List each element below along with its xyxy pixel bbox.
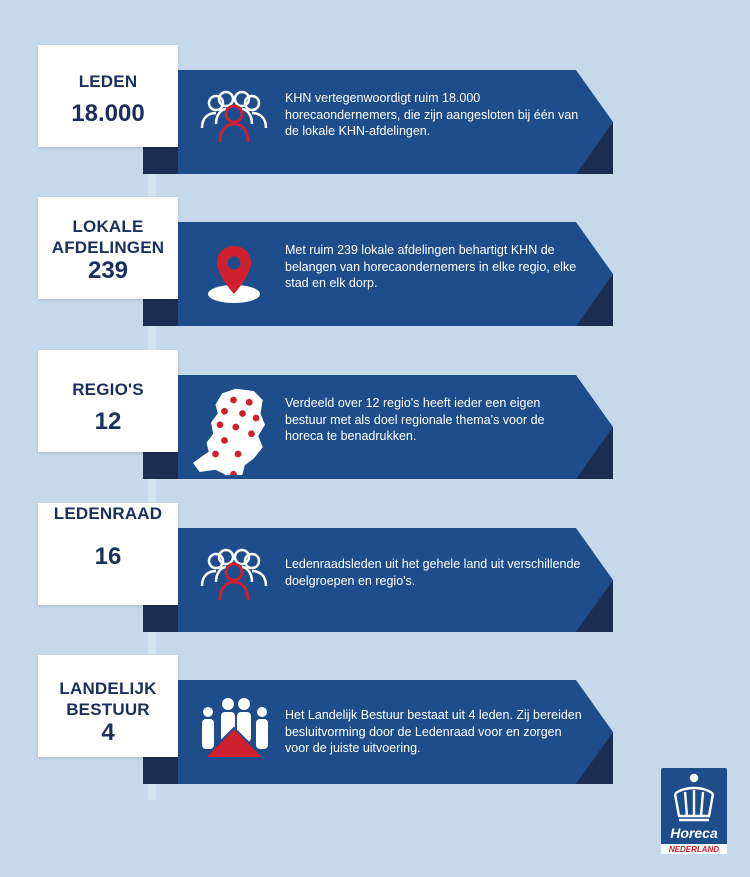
stat-label: LANDELIJK BESTUUR (59, 679, 157, 719)
stat-landelijk-bestuur (0, 680, 750, 810)
stat-value: 239 (87, 257, 129, 284)
stat-label: REGIO'S (72, 380, 144, 399)
location-pin-icon (194, 236, 274, 312)
stat-label: LEDEN (78, 72, 138, 91)
info-banner (178, 70, 613, 174)
info-banner (178, 528, 613, 632)
stat-ledenraad (0, 504, 750, 658)
info-banner (178, 375, 613, 479)
board-members-icon (194, 694, 274, 770)
stat-label: LEDENRAAD (53, 504, 163, 523)
stat-card (38, 350, 178, 452)
people-group-icon (194, 542, 274, 618)
description-text: KHN vertegenwoordigt ruim 18.000 horecaondernemers, die zijn aangesloten bij één van de lokale KHN-afdelingen. (285, 91, 579, 138)
people-group-icon (194, 84, 274, 160)
stat-value: 12 (94, 408, 122, 435)
info-banner (178, 222, 613, 326)
stat-lokale-afdelingen (0, 217, 750, 352)
stat-value: 18.000 (71, 100, 145, 127)
stat-card (38, 197, 178, 299)
description-text: Verdeeld over 12 regio's heeft ieder een eigen bestuur met als doel regionale thema's voor de horeca te benadrukken. (285, 396, 545, 443)
description-text: Het Landelijk Bestuur bestaat uit 4 leden. Zij bereiden besluitvorming door de Ledenraad voor en zorgen voor de juiste uitvoering. (285, 708, 582, 755)
stat-leden (0, 70, 750, 200)
stat-card (38, 45, 178, 147)
logo-sub: NEDERLAND (668, 845, 720, 854)
logo-name: Horeca (670, 825, 718, 841)
stat-value: 16 (94, 543, 122, 570)
stat-value: 4 (101, 719, 115, 746)
horeca-logo (657, 766, 729, 858)
netherlands-map-icon (184, 379, 274, 475)
description-text: Met ruim 239 lokale afdelingen behartigt KHN de belangen van horecaondernemers in elke regio, elke stad en elk dorp. (285, 243, 577, 290)
stat-card (38, 655, 178, 757)
stat-card (38, 503, 178, 605)
description-text: Ledenraadsleden uit het gehele land uit verschillende doelgroepen en regio's. (285, 557, 581, 588)
info-banner (178, 680, 613, 784)
stat-label: LOKALE AFDELINGEN (51, 217, 165, 257)
stat-regios (0, 375, 750, 505)
